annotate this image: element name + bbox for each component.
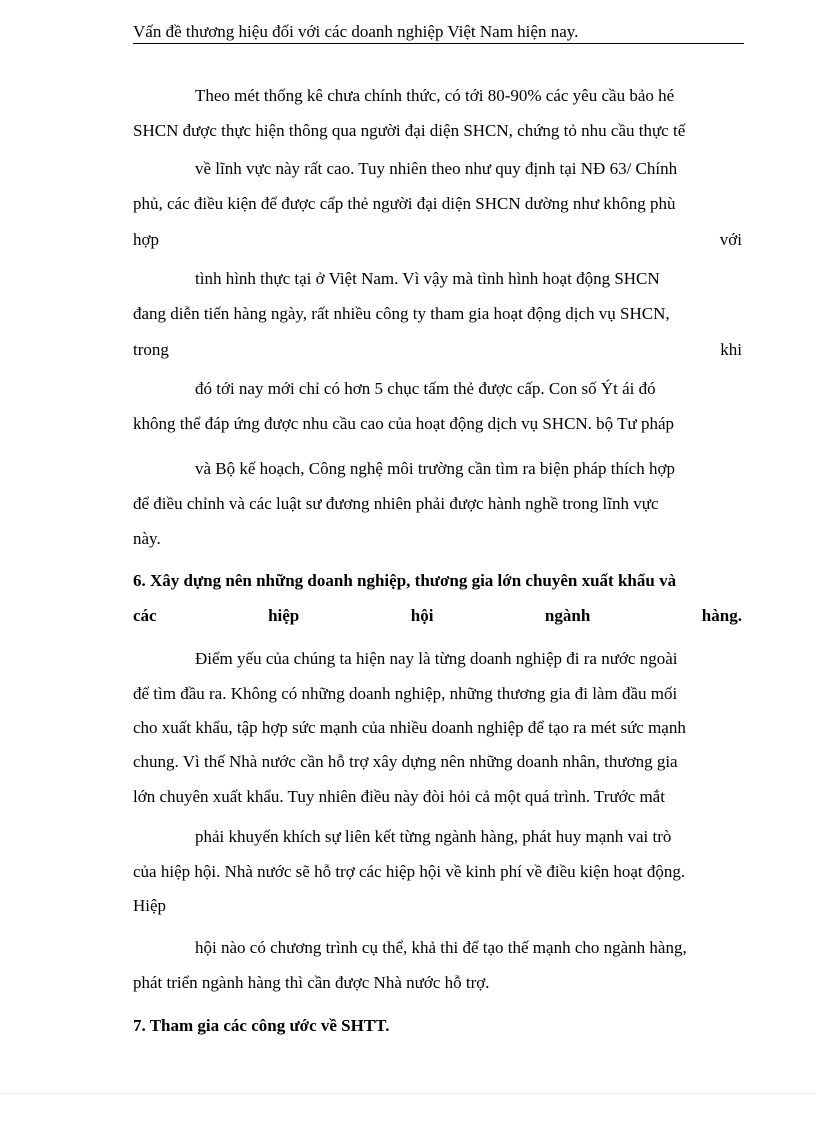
paragraph-line: đó tới nay mới chỉ có hơn 5 chục tấm thẻ được cấp. Con số Ýt ái đó bbox=[195, 379, 656, 398]
paragraph-line bbox=[133, 339, 742, 361]
paragraph-line: về lĩnh vực này rất cao. Tuy nhiên theo như quy định tại NĐ 63/ Chính bbox=[195, 159, 678, 178]
paragraph-line: tình hình thực tại ở Việt Nam. Vì vậy mà tình hình hoạt động SHCN bbox=[195, 269, 660, 288]
paragraph-line: cho xuất khẩu, tập hợp sức mạnh của nhiều doanh nghiệp để tạo ra mét sức mạnh bbox=[133, 718, 686, 737]
paragraph-line bbox=[133, 229, 742, 251]
word: các bbox=[133, 606, 157, 625]
word: hiệp bbox=[268, 606, 300, 625]
section-heading-7: 7. Tham gia các công ước về SHTT. bbox=[133, 1016, 390, 1035]
paragraph-line: hội nào có chương trình cụ thể, khả thi để tạo thế mạnh cho ngành hàng, bbox=[195, 938, 687, 957]
section-heading-6-continued bbox=[133, 605, 742, 627]
word: với bbox=[719, 230, 742, 249]
paragraph-line: SHCN được thực hiện thông qua người đại diện SHCN, chứng tỏ nhu cầu thực tế bbox=[133, 121, 686, 140]
section-heading-6: 6. Xây dựng nên những doanh nghiệp, thương gia lớn chuyên xuất khẩu và bbox=[133, 571, 677, 590]
word: hợp bbox=[133, 230, 159, 249]
paragraph-line: không thể đáp ứng được nhu cầu cao của hoạt động dịch vụ SHCN. bộ Tư pháp bbox=[133, 414, 675, 433]
paragraph-line: để điều chỉnh và các luật sư đương nhiên phải được hành nghề trong lĩnh vực bbox=[133, 494, 659, 513]
paragraph-line: phát triển ngành hàng thì cần được Nhà nước hỗ trợ. bbox=[133, 973, 490, 992]
page-bottom-divider bbox=[0, 1093, 816, 1094]
paragraph-line: phải khuyến khích sự liên kết từng ngành hàng, phát huy mạnh vai trò bbox=[195, 827, 672, 846]
page-header: Vấn đề thương hiệu đối với các doanh nghiệp Việt Nam hiện nay. bbox=[133, 22, 744, 44]
paragraph-line: này. bbox=[133, 529, 161, 548]
paragraph-line: Điểm yếu của chúng ta hiện nay là từng doanh nghiệp đi ra nước ngoài bbox=[195, 649, 678, 668]
paragraph-line: phủ, các điều kiện để được cấp thẻ người đại diện SHCN dường như không phù bbox=[133, 194, 676, 213]
paragraph-line: lớn chuyên xuất khẩu. Tuy nhiên điều này đòi hỏi cả một quá trình. Trước mắt bbox=[133, 787, 665, 806]
word: ngành bbox=[544, 606, 591, 625]
word: trong bbox=[133, 340, 169, 359]
paragraph-line: và Bộ kế hoạch, Công nghệ môi trường cần tìm ra biện pháp thích hợp bbox=[195, 459, 675, 478]
word: hội bbox=[410, 606, 434, 625]
paragraph-line: của hiệp hội. Nhà nước sẽ hỗ trợ các hiệp hội về kinh phí về điều kiện hoạt động. bbox=[133, 862, 686, 881]
paragraph-line: để tìm đầu ra. Không có những doanh nghiệp, những thương gia đi làm đầu mối bbox=[133, 684, 678, 703]
word: khi bbox=[720, 340, 742, 359]
paragraph-line: Theo mét thống kê chưa chính thức, có tới 80-90% các yêu cầu bảo hé bbox=[195, 86, 675, 105]
paragraph-line: đang diễn tiến hàng ngày, rất nhiều công ty tham gia hoạt động dịch vụ SHCN, bbox=[133, 304, 670, 323]
paragraph-line: chung. Vì thế Nhà nước cần hỗ trợ xây dựng nên những doanh nhân, thương gia bbox=[133, 752, 678, 771]
word: hàng. bbox=[701, 606, 742, 625]
paragraph-line: Hiệp bbox=[133, 896, 167, 915]
